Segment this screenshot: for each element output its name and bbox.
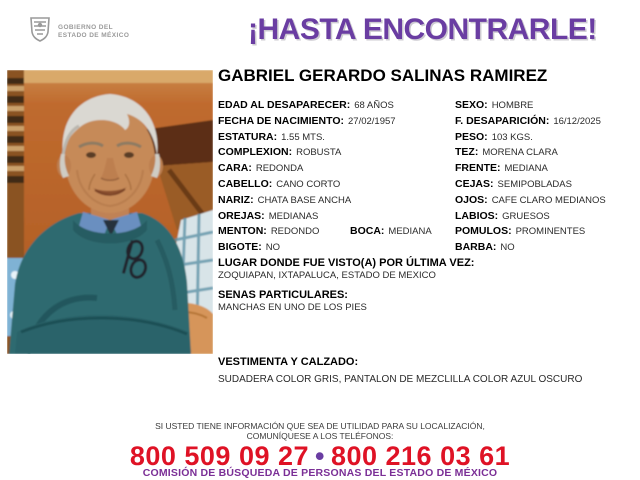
logo-line1: GOBIERNO DEL xyxy=(58,23,113,31)
government-logo xyxy=(28,16,129,47)
field-value: GRUESOS xyxy=(502,210,550,222)
clothing-section xyxy=(218,356,582,385)
field-value: CAFE CLARO MEDIANOS xyxy=(491,194,606,206)
field-label: F. DESAPARICIÓN: xyxy=(455,114,550,127)
person-name: GABRIEL GERARDO SALINAS RAMIREZ xyxy=(218,66,548,85)
field-row xyxy=(218,190,638,206)
field-label: BOCA: xyxy=(350,225,385,238)
field-row xyxy=(218,127,638,143)
field-label: MENTON: xyxy=(218,225,267,238)
field-value: 16/12/2025 xyxy=(553,115,601,127)
last-seen-section xyxy=(218,257,474,281)
field-label: CABELLO: xyxy=(218,177,273,190)
estado-de-mexico-crest-icon xyxy=(28,16,52,47)
field-row xyxy=(218,221,638,237)
field-row xyxy=(218,142,638,158)
clothing-label: VESTIMENTA Y CALZADO: xyxy=(218,356,359,368)
logo-line2: ESTADO DE MÉXICO xyxy=(58,31,130,39)
contact-instructions xyxy=(0,421,640,441)
field-value: ROBUSTA xyxy=(296,147,342,159)
campaign-title: ¡HASTA ENCONTRARLE! xyxy=(248,13,597,46)
field-label: FECHA DE NACIMIENTO: xyxy=(218,114,344,127)
field-value: MEDIANA xyxy=(388,226,432,238)
field-row xyxy=(218,206,638,222)
field-label: EDAD AL DESAPARECER: xyxy=(218,99,351,111)
phone-number-2: 800 216 03 61 xyxy=(330,441,511,471)
field-row xyxy=(218,95,638,111)
field-label: OJOS: xyxy=(455,193,488,206)
particular-signs-label: SENAS PARTICULARES: xyxy=(218,289,348,301)
field-value: CHATA BASE ANCHA xyxy=(257,194,352,206)
field-value: CANO CORTO xyxy=(276,178,341,190)
phone-separator-bullet: • xyxy=(315,441,325,471)
field-row xyxy=(218,158,638,174)
field-label: LABIOS: xyxy=(455,209,499,222)
particular-signs-section xyxy=(218,289,367,313)
field-label: BIGOTE: xyxy=(218,241,262,254)
field-label: CARA: xyxy=(218,162,252,175)
field-label: NARIZ: xyxy=(218,193,254,206)
field-label: TEZ: xyxy=(455,146,479,159)
search-commission-name: COMISIÓN DE BÚSQUEDA DE PERSONAS DEL ESTADO DE MÉXICO xyxy=(142,467,498,479)
field-value: SEMIPOBLADAS xyxy=(497,178,572,190)
field-label: BARBA: xyxy=(455,241,497,254)
field-label: FRENTE: xyxy=(455,162,501,175)
person-details xyxy=(218,95,638,253)
particular-signs-value: MANCHAS EN UNO DE LOS PIES xyxy=(218,302,367,313)
field-value: NO xyxy=(500,242,515,254)
last-seen-label: LUGAR DONDE FUE VISTO(A) POR ÚLTIMA VEZ: xyxy=(218,257,475,269)
field-value: 1.55 MTS. xyxy=(281,131,325,143)
missing-person-photo xyxy=(7,70,213,354)
field-value: REDONDO xyxy=(270,226,320,238)
phone-number-1: 800 509 09 27 xyxy=(129,441,310,471)
field-row xyxy=(218,174,638,190)
field-label: SEXO: xyxy=(455,99,488,111)
field-label: CEJAS: xyxy=(455,177,494,190)
logo-text xyxy=(58,24,129,40)
field-value: MEDIANA xyxy=(504,163,548,175)
field-value: MORENA CLARA xyxy=(482,147,558,159)
field-value: HOMBRE xyxy=(491,100,534,111)
field-label: OREJAS: xyxy=(218,209,265,222)
field-value: NO xyxy=(265,242,280,254)
field-value: 27/02/1957 xyxy=(348,115,396,127)
field-label: COMPLEXION: xyxy=(218,146,293,159)
field-row xyxy=(218,237,638,253)
field-value: MEDIANAS xyxy=(268,210,319,222)
last-seen-value: ZOQUIAPAN, IXTAPALUCA, ESTADO DE MEXICO xyxy=(218,270,436,281)
contact-line1: SI USTED TIENE INFORMACIÓN QUE SEA DE UTILIDAD PARA SU LOCALIZACIÓN, xyxy=(155,421,485,431)
field-value: PROMINENTES xyxy=(515,226,586,238)
field-label: POMULOS: xyxy=(455,225,512,238)
field-label: ESTATURA: xyxy=(218,130,278,143)
field-value: 68 AÑOS xyxy=(354,100,394,111)
contact-line2: COMUNÍQUESE A LOS TELÉFONOS: xyxy=(246,431,394,441)
field-row xyxy=(218,111,638,127)
field-value: 103 KGS. xyxy=(491,131,533,143)
field-label: PESO: xyxy=(455,130,488,143)
clothing-value: SUDADERA COLOR GRIS, PANTALON DE MEZCLILLA COLOR AZUL OSCURO xyxy=(218,374,583,385)
field-value: REDONDA xyxy=(255,163,304,175)
